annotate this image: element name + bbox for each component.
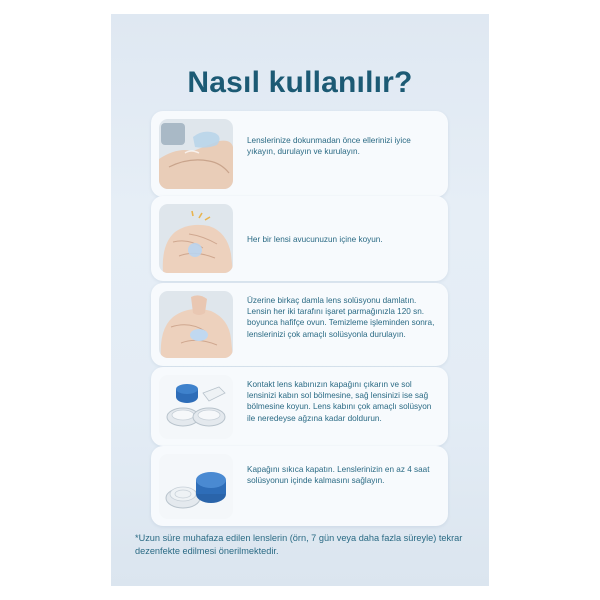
step-text-2: Her bir lensi avucunuzun içine koyun. xyxy=(247,235,383,244)
solution-rubbing-icon xyxy=(159,291,233,358)
step-card-4 xyxy=(151,367,448,446)
footnote: *Uzun süre muhafaza edilen lenslerin (örn, 7 gün veya daha fazla süreyle) tekrar dezenfekte edilmesi önerilmektedir. xyxy=(135,533,463,556)
page-title: Nasıl kullanılır? xyxy=(187,66,413,99)
lens-on-palm-icon xyxy=(159,204,233,273)
step-card-5 xyxy=(151,446,448,526)
instructions-poster xyxy=(111,14,489,586)
step-text-1: Lenslerinize dokunmadan önce ellerinizi iyice yıkayın, durulayın ve kurulayın. xyxy=(247,136,411,157)
step-card-1 xyxy=(151,111,448,197)
step-text-3: Üzerine birkaç damla lens solüsyonu damlatın. Lensin her iki tarafını işaret parmağınızla 120 sn. boyunca hafifçe ovun. Temizleme işleminden sonra, lenslerinizi çok amaçlı solüsyonla durulayın. xyxy=(247,296,435,339)
step-text-4: Kontakt lens kabınızın kapağını çıkarın ve sol lensinizi kabın sol bölmesine, sağ lensinizi ise sağ bölmesine koyun. Lens kabını çok amaçlı solüsyon ile neredeyse ağzına kadar doldurun. xyxy=(247,380,432,423)
hand-washing-icon xyxy=(159,119,233,189)
step-card-2 xyxy=(151,196,448,281)
lens-case-open-icon xyxy=(159,375,233,439)
step-text-5: Kapağını sıkıca kapatın. Lenslerinizin en az 4 saat solüsyonun içinde kalmasını sağlayın. xyxy=(247,465,430,486)
lens-case-closed-icon xyxy=(159,454,233,519)
step-card-3 xyxy=(151,283,448,366)
